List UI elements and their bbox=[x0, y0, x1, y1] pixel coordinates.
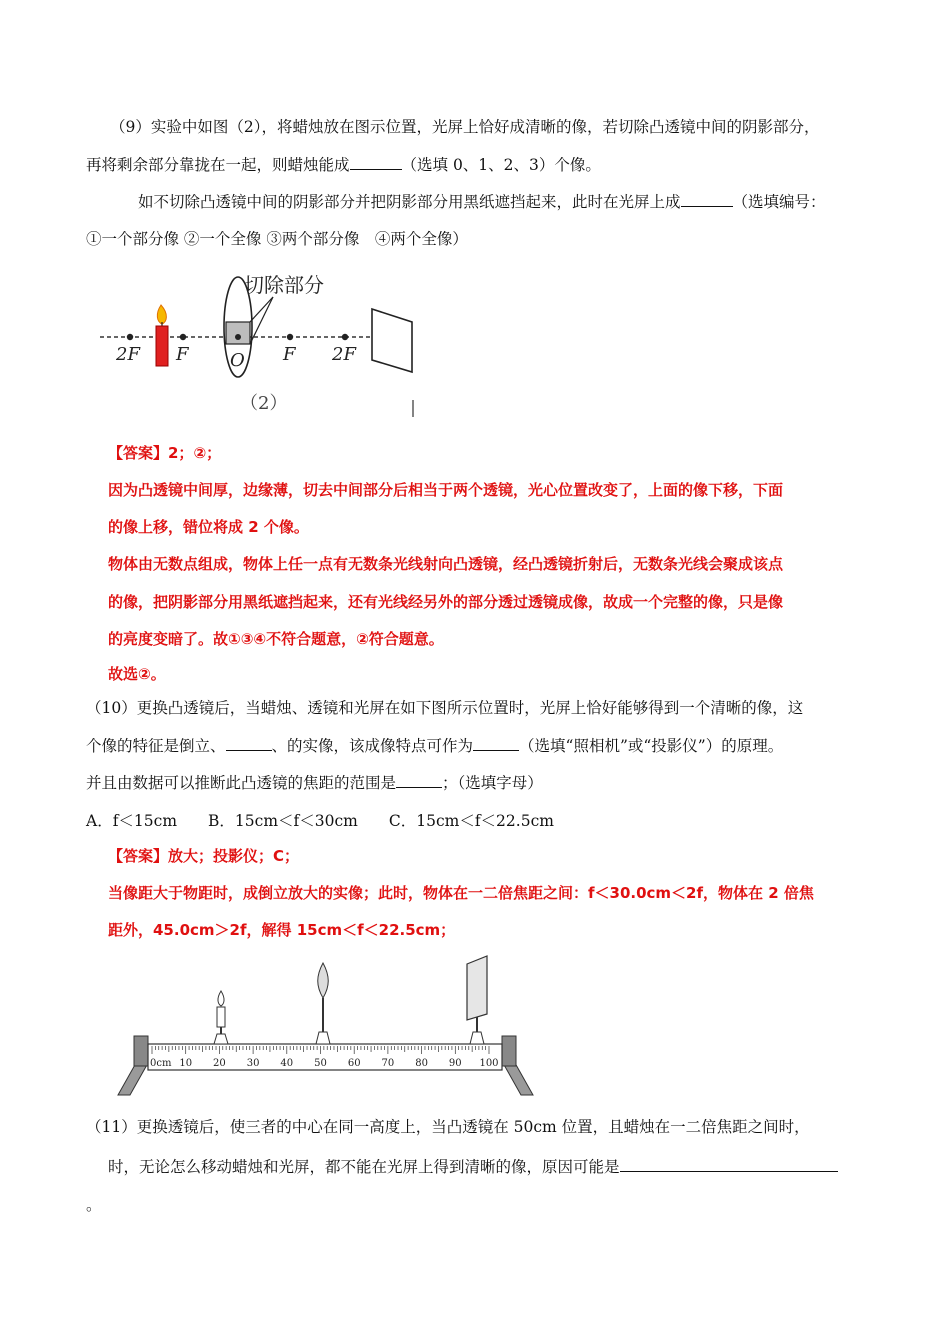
ans9-line2: 因为凸透镜中间厚，边缘薄，切去中间部分后相当于两个透镜，光心位置改变了，上面的像下移，下面 bbox=[108, 481, 784, 499]
figure2-caption: （2） bbox=[240, 393, 288, 414]
q11-blank[interactable] bbox=[620, 1157, 838, 1172]
bench-post-right bbox=[502, 1036, 516, 1066]
ans9-line1: 【答案】2；②； bbox=[108, 444, 222, 462]
bench-tick-label: 20 bbox=[213, 1058, 226, 1069]
ans9-line6: 的亮度变暗了。故①③④不符合题意，②符合题意。 bbox=[108, 630, 444, 648]
bench-tick-label: 40 bbox=[280, 1058, 294, 1069]
label-f-left: F bbox=[176, 344, 189, 365]
q10-line2-text: 个像的特征是倒立、 bbox=[86, 737, 226, 755]
ans10-line2: 当像距大于物距时，成倒立放大的实像；此时，物体在一二倍焦距之间：f＜30.0cm＜2f，物体在 2 倍焦 bbox=[108, 884, 814, 902]
q11-line3: 。 bbox=[86, 1196, 102, 1214]
bench-lens-icon bbox=[316, 963, 330, 1044]
label-2f-left: 2F bbox=[116, 344, 140, 365]
ans9-line5: 的像，把阴影部分用黑纸遮挡起来，还有光线经另外的部分透过透镜成像，故成一个完整的像，只是像 bbox=[108, 593, 784, 611]
q11-line2-text: 时，无论怎么移动蜡烛和光屏，都不能在光屏上得到清晰的像，原因可能是 bbox=[108, 1158, 620, 1176]
ans10-line3: 距外，45.0cm＞2f，解得 15cm＜f＜22.5cm； bbox=[108, 921, 456, 939]
cut-label: 切除部分 bbox=[244, 273, 324, 297]
q11-line1: （11）更换透镜后，使三者的中心在同一高度上，当凸透镜在 50cm 位置，且蜡烛在一二倍焦距之间时， bbox=[86, 1118, 810, 1136]
q9-line1: （9）实验中如图（2），将蜡烛放在图示位置，光屏上恰好成清晰的像，若切除凸透镜中间的阴影部分， bbox=[110, 118, 820, 136]
bench-tick-label: 0cm bbox=[150, 1058, 172, 1069]
bench-tick-label: 70 bbox=[381, 1058, 395, 1069]
q9-line2-tail: （选填 0、1、2、3）个像。 bbox=[401, 156, 601, 174]
bench-tick-label: 80 bbox=[415, 1058, 428, 1069]
bench-post-left bbox=[134, 1036, 148, 1066]
q10-line2-mid: 、的实像，该成像特点可作为 bbox=[271, 737, 474, 755]
bench-leg-left bbox=[118, 1063, 148, 1095]
ans9-line3: 的像上移，错位将成 2 个像。 bbox=[108, 518, 309, 536]
q9-line2-text: 再将剩余部分靠拢在一起，则蜡烛能成 bbox=[86, 156, 350, 174]
bench-tick-label: 10 bbox=[179, 1058, 193, 1069]
bench-tick-label: 90 bbox=[448, 1058, 462, 1069]
q10-line1: （10）更换凸透镜后，当蜡烛、透镜和光屏在如下图所示位置时，光屏上恰好能够得到一个清晰的像，这 bbox=[86, 699, 804, 717]
ans10-line1: 【答案】放大；投影仪；C； bbox=[108, 847, 300, 865]
q10-options: A．f＜15cm B．15cm＜f＜30cm C．15cm＜f＜22.5cm bbox=[86, 812, 554, 830]
label-2f-right: 2F bbox=[332, 344, 356, 365]
q10-line3-text: 并且由数据可以推断此凸透镜的焦距的范围是 bbox=[86, 774, 397, 792]
q10-line3-tail: ；（选填字母） bbox=[442, 774, 543, 792]
q10-line2-tail: （选填“照相机”或“投影仪”）的原理。 bbox=[519, 737, 784, 755]
bench-leg-right bbox=[503, 1063, 533, 1095]
q9-line3-text: 如不切除凸透镜中间的阴影部分并把阴影部分用黑纸遮挡起来，此时在光屏上成 bbox=[138, 193, 681, 211]
q11-line2 bbox=[108, 1157, 838, 1177]
bench-tick-label: 30 bbox=[246, 1058, 260, 1069]
bench-candle-icon bbox=[214, 991, 228, 1044]
label-o: O bbox=[230, 350, 245, 371]
ans9-line7: 故选②。 bbox=[108, 665, 166, 683]
q9-line3-tail: （选填编号： bbox=[732, 193, 826, 211]
bench-tick-label: 60 bbox=[347, 1058, 361, 1069]
q9-options: ①一个部分像 ②一个全像 ③两个部分像 ④两个全像） bbox=[86, 230, 468, 248]
bench-tick-label: 100 bbox=[479, 1058, 499, 1069]
label-f-right: F bbox=[283, 344, 296, 365]
bench-screen-icon bbox=[467, 956, 487, 1044]
bench-tick-label: 50 bbox=[314, 1058, 327, 1069]
ans9-line4: 物体由无数点组成，物体上任一点有无数条光线射向凸透镜，经凸透镜折射后，无数条光线会聚成该点 bbox=[108, 555, 784, 573]
